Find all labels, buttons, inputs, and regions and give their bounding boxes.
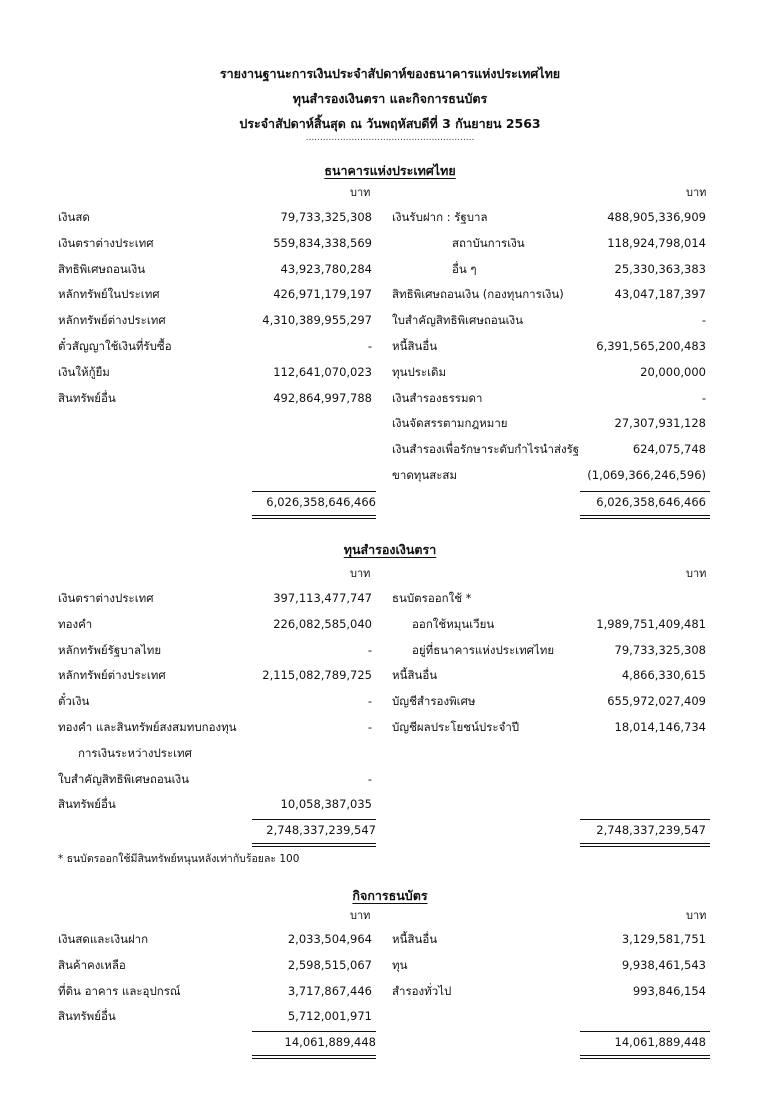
bot-left-value: 426,971,179,197 bbox=[273, 287, 372, 302]
bot-right-label: อื่น ๆ bbox=[452, 261, 477, 276]
bot-right-label: เงินสำรองธรรมดา bbox=[392, 390, 483, 405]
reserve-left-label: หลักทรัพย์ต่างประเทศ bbox=[58, 668, 166, 683]
report-title-line1: รายงานฐานะการเงินประจำสัปดาห์ของธนาคารแห่งประเทศไทย bbox=[219, 66, 561, 81]
unit-left-bot: บาท bbox=[350, 186, 371, 199]
bot-right-value: 118,924,798,014 bbox=[607, 235, 706, 250]
bot-right-value: 488,905,336,909 bbox=[607, 210, 706, 224]
rule-business-left-double bbox=[252, 1055, 376, 1059]
bot-right-label: เงินรับฝาก : รัฐบาล bbox=[392, 210, 488, 224]
reserve-left-value: - bbox=[367, 694, 372, 709]
unit-right-business: บาท bbox=[686, 909, 707, 922]
note_business-right-row bbox=[0, 955, 780, 975]
reserve-left-label: ทองคำ และสินทรัพย์สงสมทบกองทุน bbox=[58, 720, 237, 734]
rule-bot-left-double bbox=[252, 515, 376, 519]
reserve-left-label: สินทรัพย์อื่น bbox=[58, 797, 116, 812]
reserve-right-row bbox=[0, 717, 780, 737]
bot-right-label: สถาบันการเงิน bbox=[452, 235, 525, 250]
bot-right-row bbox=[0, 362, 780, 382]
reserve-left-label: เงินตราต่างประเทศ bbox=[58, 591, 154, 605]
reserve-right-value: 18,014,146,734 bbox=[614, 720, 706, 734]
reserve-right-value: 79,733,325,308 bbox=[614, 642, 706, 657]
bot-left-value: 559,834,338,569 bbox=[273, 235, 372, 250]
reserve-left-value: 226,082,585,040 bbox=[273, 616, 372, 631]
note_business-right-value: 993,846,154 bbox=[632, 983, 706, 998]
reserve-right-row bbox=[0, 588, 780, 608]
note_business-left-value: 3,717,867,446 bbox=[287, 983, 372, 998]
report-title-line3: ประจำสัปดาห์สิ้นสุด ณ วันพฤหัสบดีที่ 3 กันยายน 2563 bbox=[239, 116, 541, 131]
bot-right-row bbox=[0, 388, 780, 408]
total-business-left: 14,061,889,448 bbox=[284, 1035, 376, 1049]
reserve-left-label: ทองคำ bbox=[58, 616, 93, 631]
reserve-left-value: - bbox=[367, 720, 372, 734]
reserve-left-label: ตั๋วเงิน bbox=[58, 694, 90, 709]
reserve-right-label: บัญชีผลประโยชน์ประจำปี bbox=[392, 720, 520, 734]
reserve-right-label: หนี้สินอื่น bbox=[392, 668, 438, 683]
bot-left-value: 492,864,997,788 bbox=[273, 390, 372, 405]
bot-left-value: 43,923,780,284 bbox=[280, 261, 372, 276]
bot-right-row bbox=[0, 207, 780, 227]
bot-left-label: เงินตราต่างประเทศ bbox=[58, 235, 154, 250]
report-title-line2: ทุนสำรองเงินตรา และกิจการธนบัตร bbox=[292, 91, 488, 106]
total-business-right: 14,061,889,448 bbox=[614, 1035, 706, 1049]
note_business-right-label: สำรองทั่วไป bbox=[392, 983, 452, 998]
bot-left-value: 112,641,070,023 bbox=[273, 364, 372, 379]
bot-left-label: สิทธิพิเศษถอนเงิน bbox=[58, 261, 146, 276]
note_business-left-label: สินทรัพย์อื่น bbox=[58, 1009, 116, 1024]
note_business-left-value: 2,598,515,067 bbox=[287, 957, 372, 972]
bot-right-label: เงินสำรองเพื่อรักษาระดับกำไรนำส่งรัฐ bbox=[392, 442, 580, 457]
bot-left-label: หลักทรัพย์ต่างประเทศ bbox=[58, 313, 166, 328]
reserve-right-value: 1,989,751,409,481 bbox=[596, 616, 706, 631]
bot-left-label: เงินสด bbox=[58, 210, 90, 224]
reserve-right-row bbox=[0, 691, 780, 711]
reserve-footnote: * ธนบัตรออกใช้มีสินทรัพย์หนุนหลังเท่ากับร้อยละ 100 bbox=[58, 853, 300, 865]
bot-right-row bbox=[0, 233, 780, 253]
section-bot-title: ธนาคารแห่งประเทศไทย bbox=[324, 163, 456, 178]
section-business-title: กิจการธนบัตร bbox=[352, 888, 428, 903]
unit-left-reserve: บาท bbox=[350, 567, 371, 580]
bot-right-label: ขาดทุนสะสม bbox=[392, 468, 458, 482]
reserve-left-label: ใบสำคัญสิทธิพิเศษถอนเงิน bbox=[58, 771, 190, 786]
unit-left-business: บาท bbox=[350, 909, 371, 922]
bot-right-row bbox=[0, 310, 780, 330]
reserve-left-row bbox=[0, 794, 780, 814]
reserve-right-value: 4,866,330,615 bbox=[621, 668, 706, 683]
bot-left-label: ตั๋วสัญญาใช้เงินที่รับซื้อ bbox=[58, 339, 172, 353]
bot-right-value: 20,000,000 bbox=[640, 364, 706, 379]
bot-right-label: ทุนประเดิม bbox=[392, 364, 447, 379]
note_business-right-row bbox=[0, 929, 780, 949]
bot-right-value: 25,330,363,383 bbox=[614, 261, 706, 276]
bot-right-value: 6,391,565,200,483 bbox=[596, 339, 706, 353]
reserve-left-value: - bbox=[367, 642, 372, 657]
total-bot-left: 6,026,358,646,466 bbox=[266, 495, 376, 509]
reserve-right-label: บัญชีสำรองพิเศษ bbox=[392, 694, 476, 709]
note_business-left-value: 2,033,504,964 bbox=[287, 932, 372, 946]
bot-right-row bbox=[0, 284, 780, 304]
total-reserve-right: 2,748,337,239,547 bbox=[596, 823, 706, 837]
bot-right-row bbox=[0, 259, 780, 279]
bot-right-label: เงินจัดสรรตามกฎหมาย bbox=[392, 416, 508, 431]
bot-left-label: สินทรัพย์อื่น bbox=[58, 390, 116, 405]
bot-left-label: เงินให้กู้ยืม bbox=[58, 364, 110, 379]
bot-right-value: 624,075,748 bbox=[632, 442, 706, 457]
bot-right-value: - bbox=[701, 313, 706, 328]
reserve-left-row bbox=[0, 769, 780, 789]
bot-right-label: สิทธิพิเศษถอนเงิน (กองทุนการเงิน) bbox=[392, 287, 564, 302]
reserve-right-value: 655,972,027,409 bbox=[607, 694, 706, 709]
reserve-right-label: ธนบัตรออกใช้ * bbox=[392, 591, 472, 605]
bot-right-row bbox=[0, 336, 780, 356]
reserve-right-row bbox=[0, 640, 780, 660]
total-bot-right: 6,026,358,646,466 bbox=[596, 495, 706, 509]
note_business-left-label: สินค้าคงเหลือ bbox=[58, 957, 126, 972]
bot-right-label: หนี้สินอื่น bbox=[392, 339, 438, 353]
reserve-right-label: อยู่ที่ธนาคารแห่งประเทศไทย bbox=[412, 642, 555, 657]
note_business-right-label: ทุน bbox=[392, 957, 408, 972]
rule-bot-right-double bbox=[580, 515, 710, 519]
note_business-right-value: 9,938,461,543 bbox=[621, 957, 706, 972]
title-dots: ........................................................... bbox=[305, 133, 475, 143]
note_business-left-row bbox=[0, 1006, 780, 1026]
bot-right-label: ใบสำคัญสิทธิพิเศษถอนเงิน bbox=[392, 313, 524, 328]
note_business-left-label: ที่ดิน อาคาร และอุปกรณ์ bbox=[58, 983, 181, 998]
note_business-right-value: 3,129,581,751 bbox=[621, 932, 706, 946]
reserve-left-value: 10,058,387,035 bbox=[280, 797, 372, 812]
bot-left-value: - bbox=[367, 339, 372, 353]
section-reserve-title: ทุนสำรองเงินตรา bbox=[343, 542, 437, 557]
reserve-left-value: - bbox=[367, 771, 372, 786]
unit-right-reserve: บาท bbox=[686, 567, 707, 580]
rule-reserve-right-double bbox=[580, 843, 710, 847]
bot-right-row bbox=[0, 465, 780, 485]
total-reserve-left: 2,748,337,239,547 bbox=[266, 823, 376, 837]
bot-left-value: 4,310,389,955,297 bbox=[262, 313, 372, 328]
bot-left-label: หลักทรัพย์ในประเทศ bbox=[58, 287, 160, 302]
bot-right-value: (1,069,366,246,596) bbox=[587, 468, 706, 482]
reserve-left-row bbox=[0, 743, 780, 763]
rule-business-right-double bbox=[580, 1055, 710, 1059]
reserve-right-label: ออกใช้หมุนเวียน bbox=[412, 616, 495, 631]
bot-right-row bbox=[0, 413, 780, 433]
rule-reserve-left-double bbox=[252, 843, 376, 847]
note_business-right-row bbox=[0, 981, 780, 1001]
note_business-left-value: 5,712,001,971 bbox=[287, 1009, 372, 1024]
bot-right-row bbox=[0, 439, 780, 459]
reserve-right-row bbox=[0, 614, 780, 634]
unit-right-bot: บาท bbox=[686, 186, 707, 199]
bot-right-value: 27,307,931,128 bbox=[614, 416, 706, 431]
reserve-left-label: การเงินระหว่างประเทศ bbox=[78, 745, 192, 760]
bot-left-value: 79,733,325,308 bbox=[280, 210, 372, 224]
bot-right-value: - bbox=[701, 390, 706, 405]
reserve-right-row bbox=[0, 665, 780, 685]
bot-right-value: 43,047,187,397 bbox=[614, 287, 706, 302]
note_business-right-label: หนี้สินอื่น bbox=[392, 932, 438, 946]
reserve-left-label: หลักทรัพย์รัฐบาลไทย bbox=[58, 642, 162, 657]
note_business-left-label: เงินสดและเงินฝาก bbox=[58, 932, 149, 946]
reserve-left-value: 2,115,082,789,725 bbox=[262, 668, 372, 683]
reserve-left-value: 397,113,477,747 bbox=[273, 591, 372, 605]
